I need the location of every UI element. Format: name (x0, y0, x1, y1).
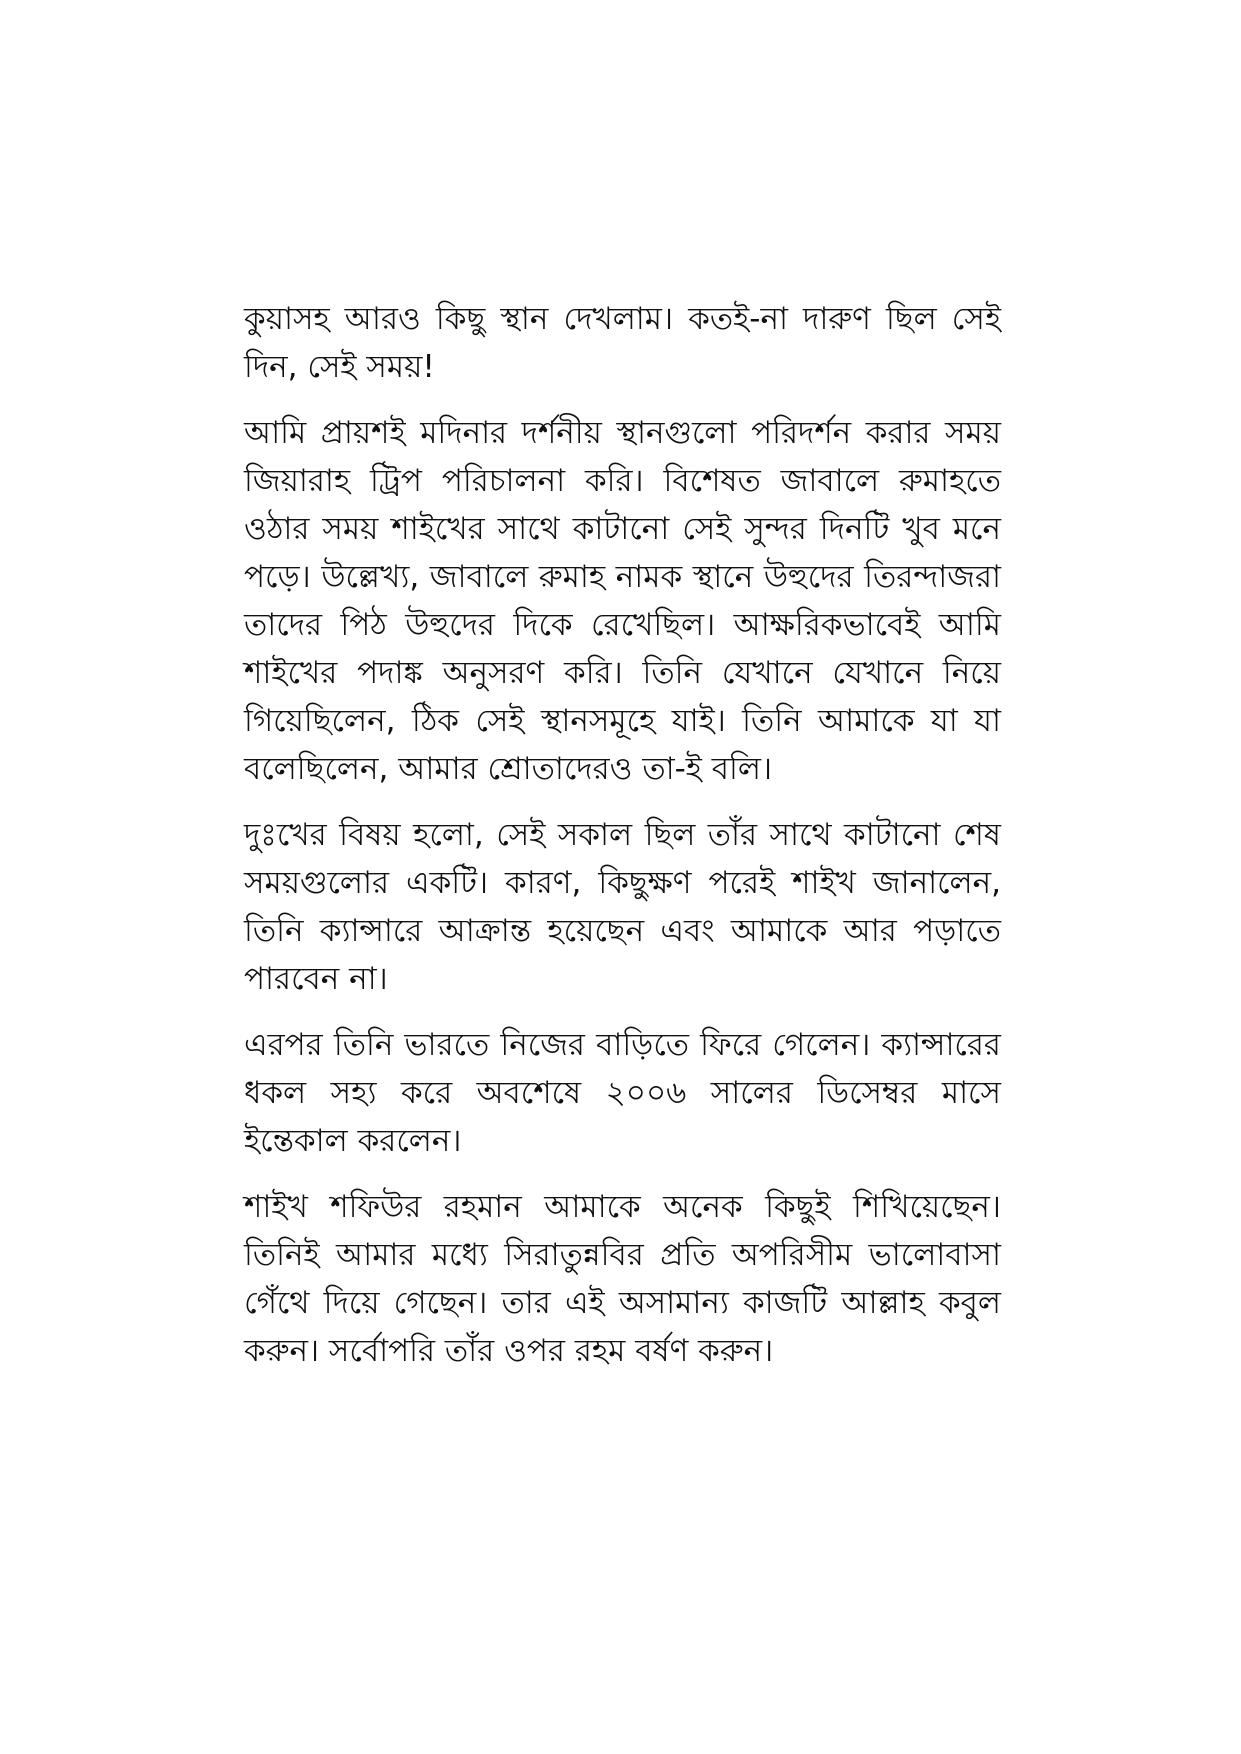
paragraph: কুয়াসহ আরও কিছু স্থান দেখলাম। কতই-না দারুণ ছিল সেই দিন, সেই সময়! (244, 301, 1001, 385)
paragraph: এরপর তিনি ভারতে নিজের বাড়িতে ফিরে গেলেন। ক্যান্সারের ধকল সহ্য করে অবশেষে ২০০৬ সালের ডিসেম্বর মাসে ইন্তেকাল করলেন। (244, 1027, 1001, 1159)
paragraph: শাইখ শফিউর রহমান আমাকে অনেক কিছুই শিখিয়েছেন। তিনিই আমার মধ্যে সিরাতুন্নবির প্রতি অপরিসীম ভালোবাসা গেঁথে দিয়ে গেছেন। তার এই অসামান্য কাজটি আল্লাহ কবুল করুন। সর্বোপরি তাঁর ওপর রহম বর্ষণ করুন। (244, 1189, 1001, 1369)
paragraph: দুঃখের বিষয় হলো, সেই সকাল ছিল তাঁর সাথে কাটানো শেষ সময়গুলোর একটি। কারণ, কিছুক্ষণ পরেই শাইখ জানালেন, তিনি ক্যান্সারে আক্রান্ত হয়েছেন এবং আমাকে আর পড়াতে পারবেন না। (244, 817, 1001, 997)
body-text (244, 295, 1001, 1393)
paragraph: আমি প্রায়শই মদিনার দর্শনীয় স্থানগুলো পরিদর্শন করার সময় জিয়ারাহ ট্রিপ পরিচালনা করি। বিশেষত জাবালে রুমাহতে ওঠার সময় শাইখের সাথে কাটানো সেই সুন্দর দিনটি খুব মনে পড়ে। উল্লেখ্য, জাবালে রুমাহ নামক স্থানে উহুদের তিরন্দাজরা তাদের পিঠ উহুদের দিকে রেখেছিল। আক্ষরিকভাবেই আমি শাইখের পদাঙ্ক অনুসরণ করি। তিনি যেখানে যেখানে নিয়ে গিয়েছিলেন, ঠিক সেই স্থানসমূহে যাই। তিনি আমাকে যা যা বলেছিলেন, আমার শ্রোতাদেরও তা-ই বলি। (244, 415, 1001, 787)
